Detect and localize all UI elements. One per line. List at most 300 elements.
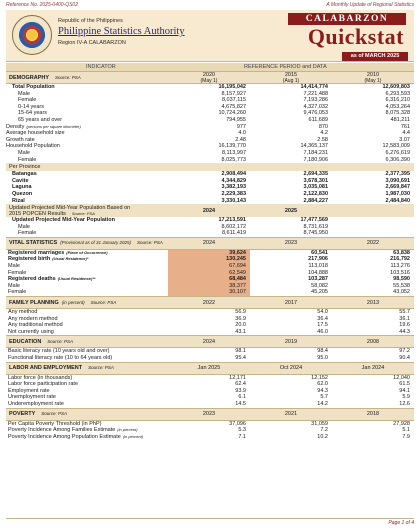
- row-value: 4.0: [238, 130, 246, 137]
- row-value: 43.1: [235, 328, 246, 335]
- province-name: Quezon: [12, 190, 33, 197]
- row-label-text: Poverty Incidence Among Families Estimate: [8, 427, 116, 434]
- row-label: [6, 137, 168, 144]
- row-label-text: Registered marriages: [8, 249, 65, 256]
- period-header: 2008: [366, 338, 380, 345]
- row-label-text: Female: [8, 269, 27, 276]
- row-label: [6, 130, 168, 137]
- row-value: 4.4: [402, 130, 410, 137]
- table-row: [6, 263, 414, 270]
- period-header: 2024: [202, 240, 216, 247]
- row-value: 20.0: [235, 322, 246, 329]
- table-row: [6, 434, 414, 441]
- row-value: 4.2: [320, 130, 328, 137]
- row-value: 8,611,419: [221, 230, 246, 237]
- row-value: 14,365,137: [300, 143, 328, 150]
- period-header: [332, 72, 414, 84]
- row-empty-cell: [332, 230, 414, 237]
- row-value: 62.0: [317, 381, 328, 388]
- period-header: 2022: [366, 240, 380, 247]
- row-value: 98.1: [235, 348, 246, 355]
- row-value: 217,906: [308, 256, 328, 263]
- projection-title-line1: Updated Projected Mid-Year Population Based on: [9, 204, 131, 211]
- row-value: 12.6: [399, 400, 410, 407]
- row-value: 794,955: [226, 116, 246, 123]
- header: [6, 10, 414, 62]
- row-value: 38,377: [168, 283, 250, 290]
- row-value: 17,213,591: [218, 217, 246, 224]
- row-label: Updated Projected Mid-Year Population: [12, 217, 115, 224]
- row-label-text: Female: [8, 289, 27, 296]
- row-value: 870: [318, 123, 328, 130]
- row-label: [6, 316, 168, 323]
- table-row: [6, 143, 414, 150]
- period-header: 2013: [366, 299, 380, 306]
- row-value: 46.0: [317, 328, 328, 335]
- row-value: 10,724,260: [218, 110, 246, 117]
- row-value: 7,184,231: [303, 149, 328, 156]
- row-label: [6, 427, 168, 434]
- row-note: (in percent): [117, 427, 138, 433]
- row-value: 7,221,488: [303, 90, 328, 97]
- row-label: Female: [18, 230, 37, 237]
- province-value: 4,344,829: [221, 177, 246, 184]
- period-date: (Aug 1): [282, 77, 300, 84]
- row-value: 95.4: [235, 355, 246, 361]
- period-header: Jan 2025: [197, 365, 221, 372]
- row-value: 44.3: [399, 328, 410, 335]
- province-row: [6, 198, 414, 205]
- row-value: 61.5: [399, 381, 410, 388]
- section-source: Source: PSA: [90, 299, 117, 305]
- row-value: 39,624: [168, 250, 250, 257]
- period-header: 2017: [284, 299, 298, 306]
- projection-row: [6, 230, 414, 237]
- province-value: 3,382,193: [221, 184, 246, 191]
- row-value: 481,211: [390, 116, 410, 123]
- section-title: [6, 365, 168, 371]
- table-row: [6, 388, 414, 395]
- page-footer: Page 1 of 4: [6, 518, 414, 526]
- table-row: [6, 427, 414, 434]
- row-value: 8,745,950: [303, 230, 328, 237]
- row-value: 8,731,619: [303, 223, 328, 230]
- province-value: 3,678,301: [303, 177, 328, 184]
- table-row: [6, 394, 414, 401]
- row-value: 12,152: [311, 374, 328, 381]
- row-label: [6, 388, 168, 395]
- period-header: 2018: [366, 411, 380, 418]
- province-value: 2,122,830: [303, 190, 328, 197]
- table-row: [6, 401, 414, 408]
- table-row: [6, 329, 414, 336]
- row-label: [6, 355, 168, 362]
- row-label: [6, 309, 168, 316]
- section-source: Source: PSA: [136, 240, 163, 246]
- period-year: 2020: [202, 71, 216, 78]
- republic-label: Republic of the Philippines: [58, 18, 123, 24]
- row-value: 5.9: [402, 394, 410, 401]
- period-header: 2021: [284, 411, 298, 418]
- row-value: 216,792: [390, 256, 410, 263]
- row-label-text: Unemployment rate: [8, 394, 56, 401]
- period-header: [168, 72, 250, 84]
- section-title-text: POVERTY: [9, 411, 36, 418]
- section-title-text: LABOR AND EMPLOYMENT: [9, 365, 83, 372]
- row-label: Male: [18, 223, 30, 230]
- row-note: (persons per square kilometer): [26, 123, 81, 129]
- row-label: [6, 250, 168, 257]
- row-value: 104,888: [308, 269, 328, 276]
- row-value: 14,414,774: [300, 84, 328, 90]
- row-label: [6, 263, 168, 270]
- row-value: 31,059: [311, 420, 328, 427]
- section-title-text: FAMILY PLANNING: [9, 299, 59, 306]
- table-row: [6, 84, 414, 91]
- projection-source: Source: PSA: [71, 210, 95, 216]
- row-value: 103,287: [308, 276, 328, 283]
- row-value: 977: [236, 123, 246, 130]
- table-row: [6, 157, 414, 164]
- province-value: 3,330,143: [221, 197, 246, 204]
- row-value: 8,113,997: [221, 149, 246, 156]
- projection-title-line2-text: 2015 POPCEN Results: [9, 210, 66, 217]
- row-value: 3.07: [399, 136, 410, 143]
- table-row: [6, 375, 414, 382]
- row-value: 6,276,619: [385, 149, 410, 156]
- province-row: [6, 184, 414, 191]
- agency-name: Philippine Statistics Authority: [58, 26, 185, 37]
- row-value: 7.2: [320, 427, 328, 434]
- row-empty-cell: [332, 224, 414, 231]
- table-row: [6, 309, 414, 316]
- section-title: [6, 75, 168, 81]
- province-name: Rizal: [12, 197, 25, 204]
- table-row: [6, 283, 414, 290]
- row-label: [6, 348, 168, 355]
- period-header: 2023: [202, 411, 216, 418]
- row-note: (in percent): [122, 433, 144, 439]
- province-value: 2,694,335: [303, 171, 328, 178]
- row-note: (Usual Residence)*: [52, 256, 89, 262]
- row-label: [6, 143, 168, 150]
- section-source: Source: PSA: [55, 74, 81, 80]
- section-title: [6, 339, 168, 345]
- family-section-header: [6, 296, 414, 309]
- row-label-text: Density: [6, 123, 25, 130]
- row-value: 93.9: [235, 387, 246, 394]
- row-value: 30,107: [168, 289, 250, 296]
- row-value: 12,609,803: [382, 84, 410, 90]
- row-value: 14.5: [235, 400, 246, 407]
- row-label-text: Any method: [8, 309, 38, 316]
- row-value: 611,689: [308, 116, 328, 123]
- projection-title-line2: [9, 211, 168, 217]
- projection-year: 2024: [202, 207, 216, 214]
- row-value: 94.1: [399, 387, 410, 394]
- row-label: [6, 150, 168, 157]
- row-value: 7.1: [238, 433, 246, 440]
- province-value: 3,035,081: [303, 184, 328, 191]
- row-value: 97.2: [399, 348, 410, 355]
- section-source: Source: PSA: [88, 365, 114, 371]
- row-label-text: Underemployment rate: [8, 400, 64, 407]
- row-value: 19.6: [399, 322, 410, 329]
- row-value: 62,549: [168, 270, 250, 277]
- table-row: [6, 322, 414, 329]
- row-value: 55.7: [399, 309, 410, 316]
- row-label: [6, 97, 168, 104]
- province-value: 3,090,691: [385, 177, 410, 184]
- row-value: 2.58: [317, 136, 328, 143]
- table-row: [6, 421, 414, 428]
- row-value: 8,602,172: [221, 223, 246, 230]
- province-value: 2,229,383: [221, 190, 246, 197]
- period-header: 2024: [202, 338, 216, 345]
- period-header: 2019: [284, 338, 298, 345]
- table-row: [6, 355, 414, 362]
- province-name: Cavite: [12, 177, 29, 184]
- row-value: 37,096: [229, 420, 246, 427]
- period-header: Oct 2024: [279, 365, 303, 372]
- table-row: [6, 348, 414, 355]
- period-date: (May 1): [364, 77, 382, 84]
- row-label-text: Functional literacy rate (10 to 64 years old): [8, 355, 113, 361]
- education-section-header: [6, 335, 414, 348]
- row-value: 45,205: [311, 289, 328, 296]
- poverty-section-header: [6, 408, 414, 421]
- row-label-text: Household Population: [6, 143, 60, 150]
- projection-title: [6, 205, 168, 217]
- province-value: 2,377,395: [385, 171, 410, 178]
- province-row: [6, 178, 414, 185]
- row-value: 67,694: [168, 263, 250, 270]
- row-label: [6, 270, 168, 277]
- labor-section-header: [6, 362, 414, 375]
- row-value: 4,675,827: [221, 103, 246, 110]
- row-label-text: Male: [8, 282, 20, 289]
- province-row: [6, 191, 414, 198]
- period-date: (May 1): [200, 77, 218, 84]
- row-label: [6, 421, 168, 428]
- projection-row: [6, 224, 414, 231]
- demography-section-header: [6, 71, 414, 84]
- table-row: [6, 97, 414, 104]
- region-label: Region IV-A CALABARZON: [58, 40, 126, 46]
- row-label-text: Total Population: [12, 84, 55, 90]
- table-row: [6, 289, 414, 296]
- row-label: [6, 375, 168, 382]
- row-label: [6, 322, 168, 329]
- row-value: 56.9: [235, 309, 246, 316]
- row-value: 16,139,770: [218, 143, 246, 150]
- row-value: 98,590: [393, 276, 410, 283]
- row-label-text: Registered deaths: [8, 276, 56, 283]
- province-value: 2,484,840: [385, 197, 410, 204]
- row-label-text: Any modern method: [8, 315, 58, 322]
- row-value: 98.4: [317, 348, 328, 355]
- row-note: (Usual Residence)**: [57, 276, 96, 282]
- row-value: 6,316,210: [385, 97, 410, 104]
- period-header: [250, 72, 332, 84]
- row-value: 5.3: [238, 427, 246, 434]
- row-label-text: Any traditional method: [8, 322, 63, 329]
- row-value: 27,928: [393, 420, 410, 427]
- row-value: 6,293,593: [385, 90, 410, 97]
- row-label-text: Growth rate: [6, 136, 35, 143]
- row-label-text: Male: [8, 263, 20, 270]
- row-label-text: Basic literacy rate (10 years old and over): [8, 348, 110, 355]
- row-value: 14.2: [317, 400, 328, 407]
- row-value: 761: [400, 123, 410, 130]
- projection-row: [6, 217, 414, 224]
- row-value: 10.2: [317, 433, 328, 440]
- row-label-text: Male: [18, 149, 30, 156]
- row-label-text: Poverty Incidence Among Population Estimate: [8, 433, 121, 440]
- row-value: 17.5: [317, 322, 328, 329]
- row-value: 63,838: [393, 249, 410, 256]
- table-row: [6, 137, 414, 144]
- section-source: Source: PSA: [41, 411, 68, 417]
- calabarzon-banner: CALABARZON: [288, 13, 406, 25]
- psa-logo-icon: [12, 15, 52, 55]
- row-label-text: Employment rate: [8, 387, 50, 394]
- projection-year: 2025: [284, 207, 298, 214]
- row-value: 55,538: [393, 282, 410, 289]
- reference-header: REFERENCE PERIOD and DATA: [244, 64, 327, 70]
- row-value: 43,052: [393, 289, 410, 296]
- row-label-text: Male: [18, 90, 30, 97]
- row-value: 58,082: [311, 282, 328, 289]
- period-year: 2010: [366, 71, 380, 78]
- row-label: [6, 104, 168, 111]
- row-value: 5.1: [402, 427, 410, 434]
- row-label: [6, 283, 168, 290]
- row-value: 54.0: [317, 309, 328, 316]
- period-header: Jan 2024: [361, 365, 385, 372]
- period-header: 2022: [202, 299, 216, 306]
- section-note: (Provisional as of 31 January 2025): [60, 240, 131, 246]
- section-note: (in percent): [61, 299, 85, 305]
- row-value: 7,193,286: [303, 97, 328, 104]
- as-of-badge: as of MARCH 2025: [342, 52, 408, 61]
- row-label-text: Per Capita Poverty Threshold (in PhP): [8, 420, 102, 427]
- row-label: [6, 124, 168, 131]
- row-label-text: 15-64 years: [18, 110, 48, 117]
- row-value: 36.1: [399, 315, 410, 322]
- row-value: 94.3: [317, 387, 328, 394]
- row-value: 130,245: [168, 256, 250, 263]
- row-label: [6, 84, 168, 91]
- row-label: [6, 394, 168, 401]
- section-title-text: VITAL STATISTICS: [9, 240, 58, 247]
- row-value: 6.1: [238, 394, 246, 401]
- row-value: 90.4: [399, 355, 410, 361]
- section-title: [6, 411, 168, 417]
- table-row: [6, 104, 414, 111]
- section-title-text: DEMOGRAPHY: [9, 74, 50, 81]
- row-label: [6, 110, 168, 117]
- province-row: [6, 171, 414, 178]
- table-row: [6, 250, 414, 257]
- row-value: 62.4: [235, 381, 246, 388]
- projection-header: [6, 204, 414, 217]
- row-value: 36.9: [235, 315, 246, 322]
- vital-section-header: [6, 237, 414, 250]
- row-value: 2.48: [235, 136, 246, 143]
- row-label: [6, 276, 168, 283]
- row-label: [6, 381, 168, 388]
- quickstat-table: [6, 71, 414, 440]
- table-row: [6, 270, 414, 277]
- row-value: 12,040: [393, 374, 410, 381]
- period-header: 2023: [284, 240, 298, 247]
- row-value: 7.9: [402, 433, 410, 440]
- row-label: [6, 117, 168, 124]
- table-row: [6, 276, 414, 283]
- table-row: [6, 110, 414, 117]
- row-value: 68,484: [168, 276, 250, 283]
- table-row: [6, 117, 414, 124]
- row-value: 4,053,264: [385, 103, 410, 110]
- section-title: [6, 240, 168, 246]
- reference-number: Reference No. 2025-0400-QS02: [6, 2, 78, 8]
- row-label: [6, 434, 168, 441]
- row-label: [6, 157, 168, 164]
- table-row: [6, 256, 414, 263]
- province-value: 1,987,030: [385, 190, 410, 197]
- row-value: 36.4: [317, 315, 328, 322]
- row-note: (Place of Occurrence): [66, 249, 108, 255]
- row-value: 103,516: [390, 269, 410, 276]
- row-value: 8,157,927: [221, 90, 246, 97]
- table-row: [6, 316, 414, 323]
- column-header: [6, 63, 414, 71]
- row-label-text: Female: [18, 97, 37, 104]
- row-label-text: Labor force (in thousands): [8, 374, 73, 381]
- row-value: 7,180,906: [303, 156, 328, 163]
- row-label: [6, 329, 168, 336]
- per-province-header: Per Province: [6, 163, 414, 171]
- table-row: [6, 91, 414, 98]
- row-label-text: Average household size: [6, 130, 65, 137]
- section-title-text: EDUCATION: [9, 338, 42, 345]
- row-label: [6, 256, 168, 263]
- row-value: 8,025,773: [221, 156, 246, 163]
- row-value: 17,477,569: [300, 217, 328, 224]
- row-value: 6,306,390: [385, 156, 410, 163]
- row-value: 16,195,042: [218, 84, 246, 90]
- row-label: [6, 401, 168, 408]
- row-label: [6, 91, 168, 98]
- row-empty-cell: [332, 217, 414, 224]
- row-value: 12,583,009: [382, 143, 410, 150]
- province-value: 2,884,227: [303, 197, 328, 204]
- row-value: 4,327,032: [303, 103, 328, 110]
- section-source: Source: PSA: [47, 338, 74, 344]
- table-row: [6, 381, 414, 388]
- row-value: 8,075,328: [385, 110, 410, 117]
- row-label-text: 65 years and over: [18, 116, 63, 123]
- row-label: [6, 289, 168, 296]
- province-value: 2,908,494: [221, 171, 246, 178]
- row-value: 9,476,053: [303, 110, 328, 117]
- update-note: A Monthly Update of Regional Statistics: [326, 2, 414, 8]
- row-value: 113,276: [390, 263, 410, 270]
- row-label-text: Female: [18, 156, 37, 163]
- table-row: [6, 150, 414, 157]
- row-label-text: Not currently using: [8, 328, 54, 335]
